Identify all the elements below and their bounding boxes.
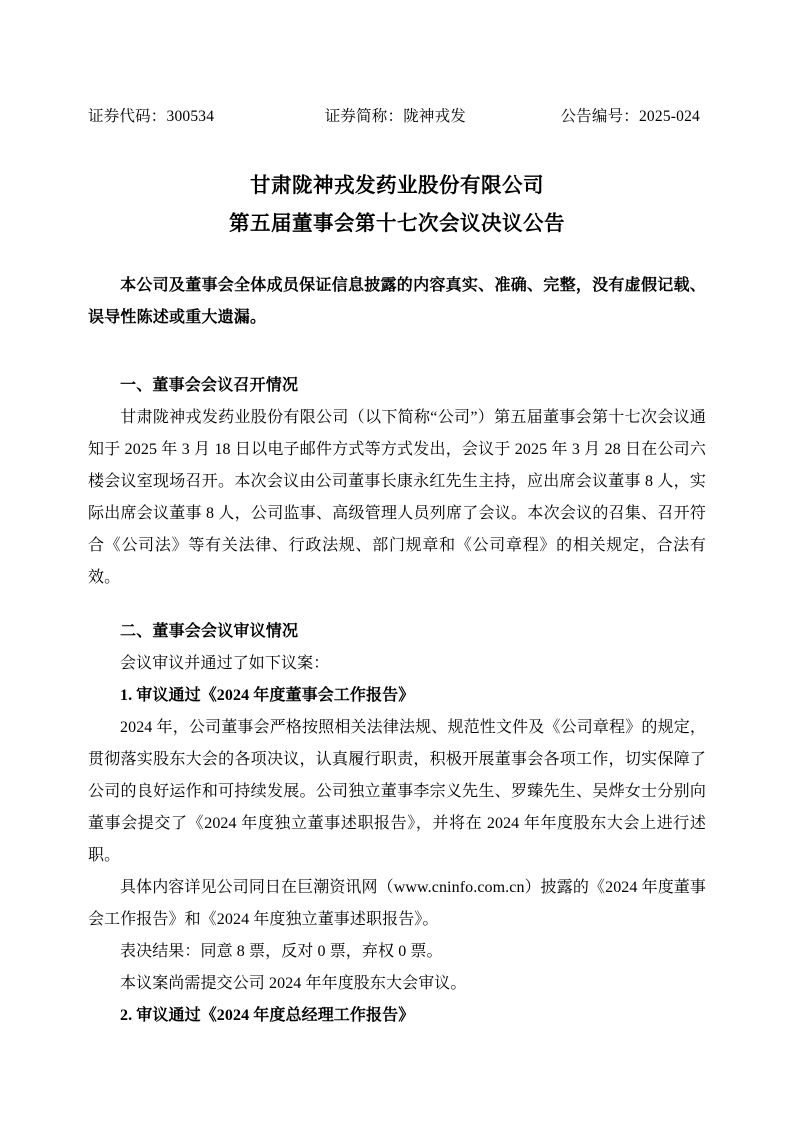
item-1-submission-note-text: 本议案尚需提交公司 2024 年年度股东大会审议。 xyxy=(120,974,467,992)
item-1-vote-result xyxy=(88,936,706,968)
section-heading-1-text: 一、董事会会议召开情况 xyxy=(120,376,299,394)
item-1-heading xyxy=(88,680,706,712)
item-1-vote-result-text: 表决结果：同意 8 票，反对 0 票，弃权 0 票。 xyxy=(120,942,443,960)
section-heading-2 xyxy=(88,616,706,648)
item-1-paragraph-2 xyxy=(88,872,706,936)
item-2-heading-text: 2. 审议通过《2024 年度总经理工作报告》 xyxy=(120,1006,415,1024)
item-1-submission-note xyxy=(88,968,706,1000)
security-code: 证券代码：300534 xyxy=(88,108,215,125)
section-2-paragraph-1 xyxy=(88,648,706,680)
section-2-paragraph-1-text: 会议审议并通过了如下议案： xyxy=(120,654,330,672)
section-heading-2-text: 二、董事会会议审议情况 xyxy=(120,622,299,640)
section-1-paragraph-1 xyxy=(88,402,706,594)
document-header xyxy=(88,104,706,126)
item-1-paragraph-1 xyxy=(88,712,706,872)
section-1-paragraph-1-text: 甘肃陇神戎发药业股份有限公司（以下简称“公司”）第五届董事会第十七次会议通知于 2025 年 3 月 18 日以电子邮件方式等方式发出，会议于 2025 年 3 月 28 日在公司六楼会议室现场召开。本次会议由公司董事长康永红先生主持，应出席会议董事 8 人，实际出席会议董事 8 人，公司监事、高级管理人员列席了会议。本次会议的召集、召开符合《公司法》等有关法律、行政法规、部门规章和《公司章程》的相关规定，合法有效。 xyxy=(88,408,706,586)
notice-number: 公告编号：2025-024 xyxy=(560,108,700,125)
security-short-name: 证券简称：陇神戎发 xyxy=(324,108,466,125)
page-title xyxy=(88,168,706,244)
item-1-paragraph-1-text: 2024 年，公司董事会严格按照相关法律法规、规范性文件及《公司章程》的规定，贯彻落实股东大会的各项决议，认真履行职责，积极开展董事会各项工作，切实保障了公司的良好运作和可持续发展。公司独立董事李宗义先生、罗臻先生、吴烨女士分别向董事会提交了《2024 年度独立董事述职报告》，并将在 2024 年年度股东大会上进行述职。 xyxy=(88,718,706,864)
section-heading-1 xyxy=(88,370,706,402)
disclosure-statement-text: 本公司及董事会全体成员保证信息披露的内容真实、准确、完整，没有虚假记载、误导性陈述或重大遗漏。 xyxy=(88,276,706,326)
item-1-heading-text: 1. 审议通过《2024 年度董事会工作报告》 xyxy=(120,686,415,704)
item-2-heading xyxy=(88,1000,706,1032)
disclosure-statement xyxy=(88,270,706,334)
document-subject: 第五届董事会第十七次会议决议公告 xyxy=(229,212,565,235)
company-name: 甘肃陇神戎发药业股份有限公司 xyxy=(250,175,544,197)
item-1-paragraph-2-text: 具体内容详见公司同日在巨潮资讯网（www.cninfo.com.cn）披露的《2024 年度董事会工作报告》和《2024 年度独立董事述职报告》。 xyxy=(88,878,706,928)
